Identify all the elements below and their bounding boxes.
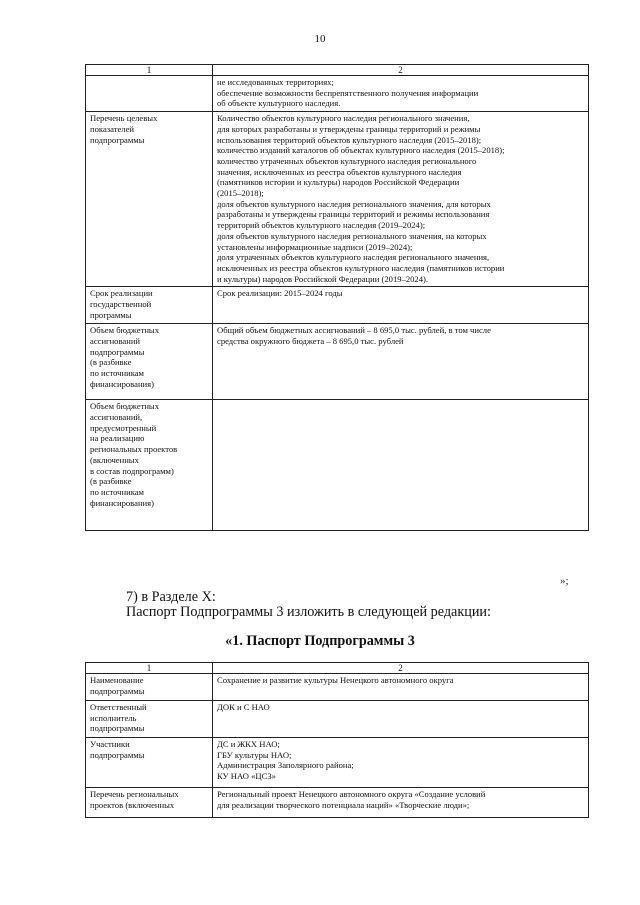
cell-line: использования территорий объектов культурного наследия (2015–2018); <box>217 134 482 145</box>
cell-line: для которых разработаны и утверждены границы территорий и режимы <box>217 123 481 134</box>
table-row <box>86 400 589 531</box>
table-row <box>86 674 589 701</box>
subprogram-3-passport-table <box>85 662 589 818</box>
cell-line: разработаны и утверждены границы территорий и режимы использования <box>217 209 490 220</box>
row-value-cell <box>213 112 589 287</box>
row-label-cell <box>86 788 213 818</box>
cell-line: Ответственный <box>90 702 147 712</box>
column-number-2: 2 <box>213 65 589 76</box>
subprogram-passport-table-continued <box>85 64 589 531</box>
cell-line: подпрограммы <box>90 723 145 734</box>
row-value-cell <box>213 738 589 788</box>
cell-line: финансирования) <box>90 378 154 389</box>
column-number-2: 2 <box>213 663 589 674</box>
row-label-cell <box>86 674 213 701</box>
table-row <box>86 76 589 112</box>
row-value-cell <box>213 324 589 400</box>
cell-line: подпрограммы <box>90 685 145 696</box>
cell-line: финансирования) <box>90 497 154 508</box>
cell-line: КУ НАО «ЦСЗ» <box>217 771 276 782</box>
cell-line: подпрограммы <box>90 134 145 145</box>
cell-line: Количество объектов культурного наследия регионального значения, <box>217 113 470 124</box>
cell-line: Администрация Заполярного района; <box>217 760 354 771</box>
cell-line: (в разбивке <box>90 476 132 487</box>
cell-line: показателей <box>90 123 135 134</box>
cell-line: Срок реализации <box>90 288 153 299</box>
row-label-cell <box>86 324 213 400</box>
row-label-cell <box>86 400 213 531</box>
cell-line: Общий объем бюджетных ассигнований – 8 695,0 тыс. рублей, в том числе <box>217 325 491 336</box>
row-value-cell <box>213 701 589 738</box>
cell-line: проектов (включенных <box>90 799 175 810</box>
row-value-cell <box>213 287 589 324</box>
cell-line: для реализации творческого потенциала наций» «Творческие люди»; <box>217 799 470 810</box>
cell-line: программы <box>90 309 132 320</box>
cell-line: (включенных <box>90 454 139 465</box>
cell-line: подпрограммы <box>90 346 145 357</box>
cell-line: государственной <box>90 299 152 310</box>
cell-line: по источникам <box>90 368 144 379</box>
cell-line: Перечень региональных <box>90 789 179 799</box>
row-value-cell <box>213 788 589 818</box>
cell-line: об объекте культурного наследия. <box>217 98 341 109</box>
cell-line: (памятников истории и культуры) народов Российской Федерации <box>217 177 460 188</box>
cell-line: установлены информационные надписи (2019–2024); <box>217 241 413 252</box>
cell-line: доля объектов культурного наследия регионального значения, на которых <box>217 230 487 241</box>
table-row <box>86 112 589 287</box>
cell-line: обеспечение возможности беспрепятственного получения информации <box>217 87 479 98</box>
row-value-cell <box>213 76 589 112</box>
cell-line: Перечень целевых <box>90 113 158 124</box>
cell-line: подпрограммы <box>90 749 145 760</box>
cell-line: исполнитель <box>90 712 137 723</box>
cell-line: в состав подпрограмм) <box>90 465 174 476</box>
cell-line: Объем бюджетных <box>90 401 160 412</box>
table-row <box>86 738 589 788</box>
cell-line: ассигнований, <box>90 412 143 423</box>
table-row <box>86 701 589 738</box>
table-row <box>86 287 589 324</box>
cell-line: ДОК и С НАО <box>217 702 270 712</box>
cell-line: ГБУ культуры НАО; <box>217 749 292 760</box>
cell-line: региональных проектов <box>90 444 178 455</box>
cell-line: средства окружного бюджета – 8 695,0 тыс. рублей <box>217 336 404 347</box>
cell-line: предусмотренный <box>90 422 157 433</box>
cell-line: не исследованных территориях; <box>217 77 334 87</box>
cell-line: на реализацию <box>90 433 145 444</box>
cell-line: Сохранение и развитие культуры Ненецкого автономного округа <box>217 675 454 685</box>
row-value-cell <box>213 400 589 531</box>
row-value-cell <box>213 674 589 701</box>
cell-line: (2015–2018); <box>217 188 264 199</box>
cell-line: значения, исключенных из реестра объектов культурного наследия <box>217 166 462 177</box>
cell-line: ассигнований <box>90 336 141 347</box>
table-row <box>86 788 589 818</box>
cell-line: Объем бюджетных <box>90 325 160 336</box>
section-heading: «1. Паспорт Подпрограммы 3 <box>225 633 415 649</box>
column-number-1: 1 <box>86 65 213 76</box>
cell-line: по источникам <box>90 486 144 497</box>
closing-quote-mark: »; <box>560 575 569 587</box>
row-label-cell <box>86 287 213 324</box>
cell-line: территорий объектов культурного наследия (2019–2024); <box>217 220 426 231</box>
cell-line: Участники <box>90 739 130 749</box>
cell-line: количество изданий каталогов об объектах культурного наследия (2015–2018); <box>217 145 505 156</box>
cell-line: ДС и ЖКХ НАО; <box>217 739 280 749</box>
row-label-cell <box>86 76 213 112</box>
cell-line: (в разбивке <box>90 357 132 368</box>
table-header-row <box>86 663 589 674</box>
cell-line: доля объектов культурного наследия регионального значения, для которых <box>217 198 491 209</box>
cell-line: количество утраченных объектов культурного наследия регионального <box>217 155 477 166</box>
cell-line: Региональный проект Ненецкого автономного округа «Создание условий <box>217 789 486 799</box>
cell-line: и культуры) народов Российской Федерации (2019–2024). <box>217 273 429 284</box>
table-row <box>86 324 589 400</box>
row-label-cell <box>86 738 213 788</box>
amendment-item: 7) в Разделе X: <box>126 589 216 605</box>
amendment-instruction: Паспорт Подпрограммы 3 изложить в следующей редакции: <box>126 604 491 620</box>
cell-line: доля утраченных объектов культурного наследия регионального значения, <box>217 252 490 263</box>
cell-line: исключенных из реестра объектов культурного наследия (памятников истории <box>217 262 505 273</box>
row-label-cell <box>86 701 213 738</box>
row-label-cell <box>86 112 213 287</box>
cell-line: Наименование <box>90 675 144 685</box>
column-number-1: 1 <box>86 663 213 674</box>
page-number: 10 <box>314 33 326 45</box>
table-header-row <box>86 65 589 76</box>
cell-line: Срок реализации: 2015–2024 годы <box>217 288 343 299</box>
